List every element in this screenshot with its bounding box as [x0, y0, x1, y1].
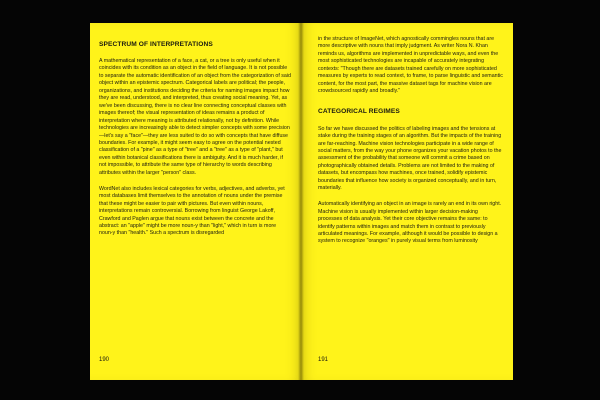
body-paragraph: So far we have discussed the politics of labeling images and the tensions at stake during the training stages of an algorithm. But the impacts of the training are far-reaching. Machine vision technologies participate in a wide range of social matters, from the way your phone organizes your vacation photos to the assessment of the probability that someone will commit a crime based on photographically obtained details. Problems are not limited to the making of datasets, but encompass how machines, once trained, solidify epistemic boundaries that influence how society is organized conceptually, and in turn, materially. [318, 125, 502, 192]
body-paragraph: A mathematical representation of a face, a cat, or a tree is only useful when it coincides with its condition as an object in the field of language. It is not possible to separate the automatic identification of an object from the categorization of said object within an epistemic spectrum. Categorical labels are political; the people, organizations, and institutions deciding the criteria for naming images impact how they are read, understood, and interpreted, thus creating social meaning. Yet, as we've been discussing, there is no clear line connecting conceptual classes with images thereof; the visual representation of ideas remains a product of interpretation where meaning is attributed relationally, not by definition. While technologies are increasingly able to detect simpler concepts with some precision—let's say a "face"—they are less suited to do so with concepts that have diffuse boundaries. For example, it might seem easy to agree on the potential nested classification of a "pine" as a type of "tree" and a "tree" as a type of "plant," but even within botanical classifications there is ambiguity. And it is much harder, if not impossible, to attribute the same type of hierarchy to words describing attributes within the larger "person" class. [99, 58, 291, 176]
left-page [90, 23, 301, 380]
book-gutter [298, 23, 304, 380]
page-number-right: 191 [318, 357, 329, 363]
section-heading-categorical-regimes: CATEGORICAL REGIMES [318, 107, 400, 115]
page-number-left: 190 [99, 357, 110, 363]
body-paragraph: WordNet also includes lexical categories for verbs, adjectives, and adverbs, yet most databases limit themselves to the annotation of nouns under the premise that these might be easier to pair with pictures. But even within nouns, interpretations remain controversial. Borrowing from linguist George Lakoff, Crawford and Paglen argue that nouns exist between the concrete and the abstract: an "apple" might be more noun-y than "light," which in turn is more noun-y than "health." Such a spectrum is disregarded [99, 185, 285, 237]
section-heading-spectrum: SPECTRUM OF INTERPRETATIONS [99, 41, 213, 48]
continued-paragraph: in the structure of ImageNet, which agnostically commingles nouns that are more descriptive with nouns that imply judgment. As writer Nora N. Khan reminds us, algorithms are implemented in unpredictable ways, and even the most sophisticated technologies are incapable of accurately integrating contexts: "Though there are datasets trained carefully on more sophisticated measures by experts to read context, to frame, to parse linguistic and semantic content, for the most part, the massive dataset tags for machine vision are crowdsourced rapidly and broadly." [318, 36, 503, 95]
right-page [301, 23, 513, 380]
body-paragraph: Automatically identifying an object in an image is rarely an end in its own right. Machine vision is usually implemented within larger decision-making processes of data analysis. Yet their core objective remains the same: to identify patterns within images and match them in contrast to previously articulated meanings. For example, although it would be possible to design a system to recognize "oranges" in purely visual terms from luminosity [318, 201, 502, 245]
